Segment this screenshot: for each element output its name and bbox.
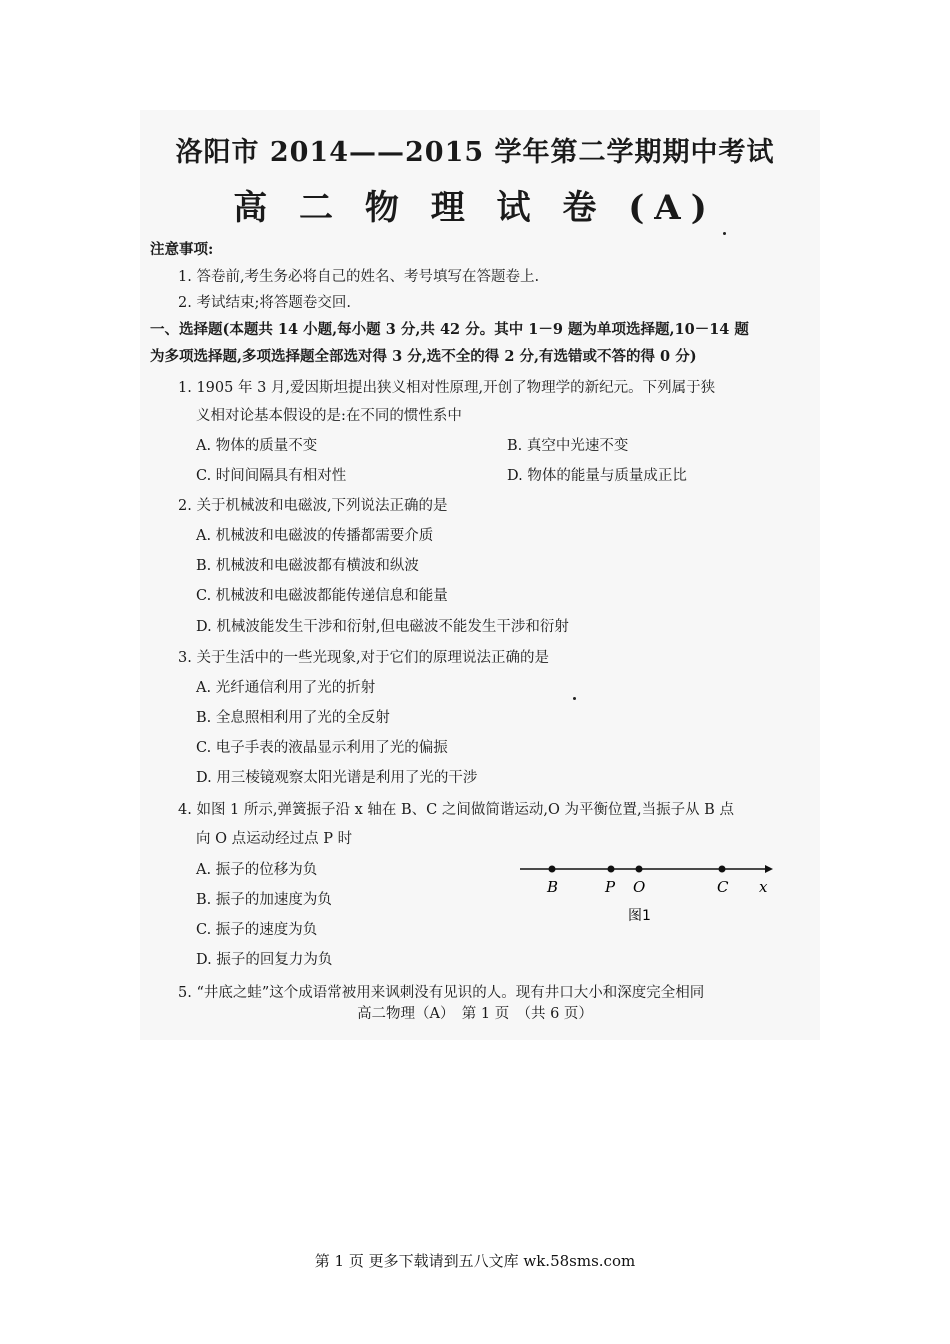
axis-label: x	[759, 878, 768, 896]
exam-title: 洛阳市 2014——2015 学年第二学期期中考试	[175, 137, 775, 168]
question-1-stem: 义相对论基本假设的是:在不同的惯性系中	[196, 408, 462, 424]
section-instructions: 一、选择题(本题共 14 小题,每小题 3 分,共 42 分。其中 1－9 题为单项选择题,10－14 题	[150, 321, 749, 338]
page-footer: 高二物理（A） 第 1 页 （共 6 页）	[357, 1006, 593, 1022]
notice-heading: 注意事项:	[150, 241, 214, 258]
notice-item: 2. 考试结束;将答题卷交回.	[178, 295, 351, 311]
question-3-stem: 3. 关于生活中的一些光现象,对于它们的原理说法正确的是	[178, 650, 550, 666]
figure-caption: 图1	[628, 908, 651, 924]
question-4-option-b: B. 振子的加速度为负	[196, 892, 332, 908]
question-1-stem: 1. 1905 年 3 月,爱因斯坦提出狭义相对性原理,开创了物理学的新纪元。下列属于狭	[178, 380, 716, 396]
site-footer: 第 1 页 更多下载请到五八文库 wk.58sms.com	[314, 1252, 636, 1270]
figure-1-axis-diagram	[515, 850, 780, 930]
question-3-option-b: B. 全息照相利用了光的全反射	[196, 710, 390, 726]
question-2-option-a: A. 机械波和电磁波的传播都需要介质	[196, 528, 434, 544]
question-3-option-c: C. 电子手表的液晶显示利用了光的偏振	[196, 740, 448, 756]
question-4-option-c: C. 振子的速度为负	[196, 922, 318, 938]
question-1-option-b: B. 真空中光速不变	[507, 438, 629, 454]
notice-item: 1. 答卷前,考生务必将自己的姓名、考号填写在答题卷上.	[178, 269, 540, 285]
question-1-option-a: A. 物体的质量不变	[196, 438, 318, 454]
section-instructions: 为多项选择题,多项选择题全部选对得 3 分,选不全的得 2 分,有选错或不答的得 0 分)	[150, 348, 697, 365]
question-3-option-a: A. 光纤通信利用了光的折射	[196, 680, 376, 696]
question-2-option-d: D. 机械波能发生干涉和衍射,但电磁波不能发生干涉和衍射	[196, 619, 569, 635]
point-p-marker	[608, 866, 615, 873]
question-2-stem: 2. 关于机械波和电磁波,下列说法正确的是	[178, 498, 448, 514]
point-c-marker	[719, 866, 726, 873]
question-4-option-d: D. 振子的回复力为负	[196, 952, 333, 968]
question-3-option-d: D. 用三棱镜观察太阳光谱是利用了光的干涉	[196, 770, 478, 786]
point-b-label: B	[547, 878, 559, 896]
point-o-label: O	[633, 878, 646, 896]
point-c-label: C	[717, 878, 729, 896]
question-1-option-c: C. 时间间隔具有相对性	[196, 468, 347, 484]
scan-speck	[723, 232, 726, 235]
question-4-stem: 4. 如图 1 所示,弹簧振子沿 x 轴在 B、C 之间做简谐运动,O 为平衡位置,当振子从 B 点	[178, 802, 734, 818]
question-2-option-c: C. 机械波和电磁波都能传递信息和能量	[196, 588, 448, 604]
point-b-marker	[549, 866, 556, 873]
question-4-option-a: A. 振子的位移为负	[196, 862, 318, 878]
point-p-label: P	[605, 878, 616, 896]
question-2-option-b: B. 机械波和电磁波都有横波和纵波	[196, 558, 419, 574]
question-4-stem: 向 O 点运动经过点 P 时	[196, 831, 353, 847]
question-1-option-d: D. 物体的能量与质量成正比	[507, 468, 687, 484]
scan-speck	[573, 697, 576, 700]
axis-arrow-icon	[765, 865, 773, 873]
exam-subtitle: 高 二 物 理 试 卷 (A)	[233, 188, 717, 228]
question-5-stem: 5. “井底之蛙”这个成语常被用来讽刺没有见识的人。现有井口大小和深度完全相同	[178, 985, 705, 1001]
point-o-marker	[636, 866, 643, 873]
